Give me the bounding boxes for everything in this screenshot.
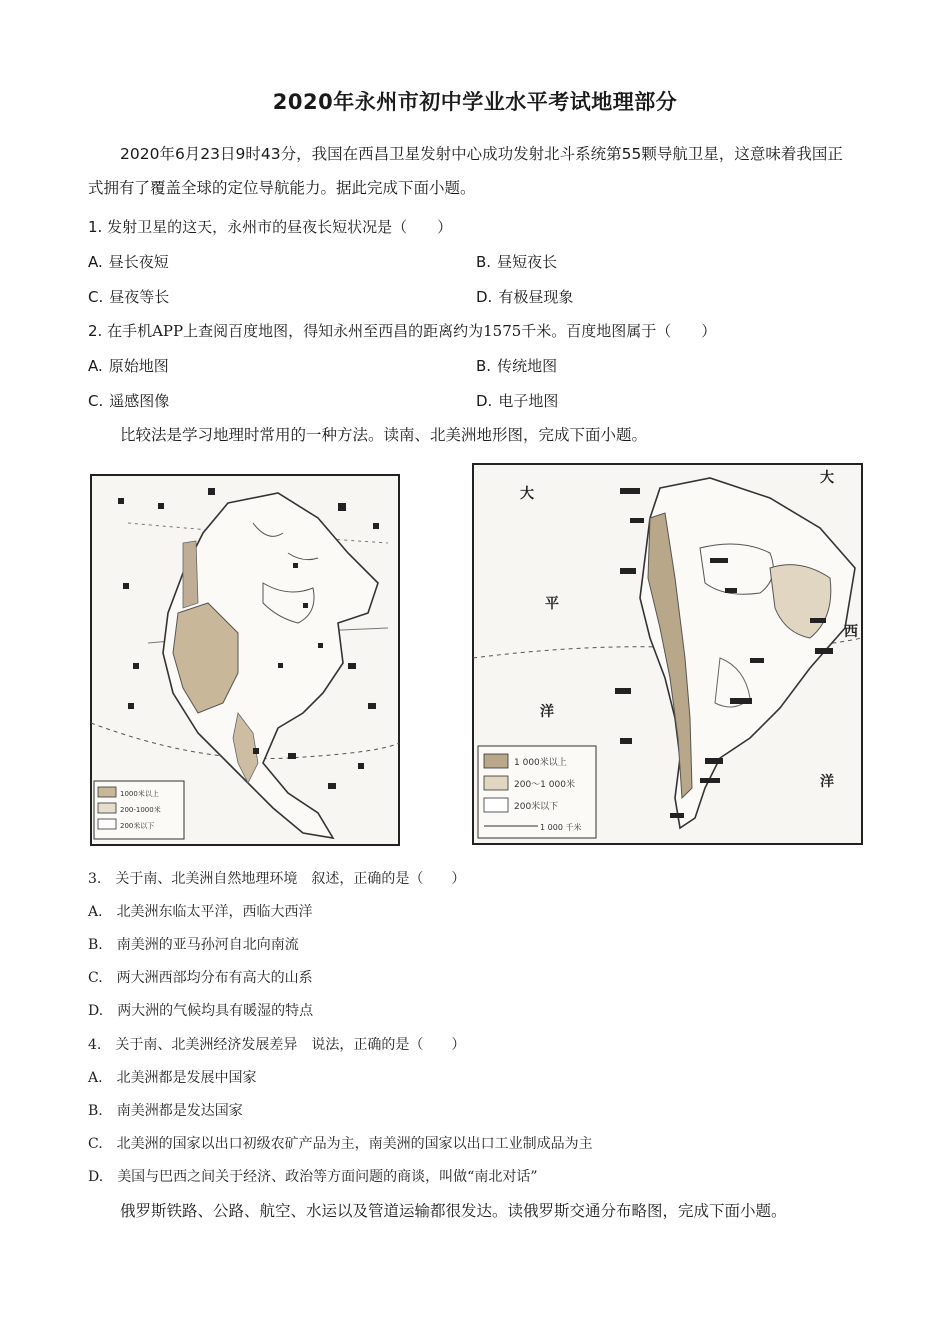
option-text: 南美洲都是发达国家 bbox=[116, 1103, 243, 1119]
q3-option-b[interactable] bbox=[88, 934, 878, 954]
map-label-da: 大 bbox=[820, 470, 834, 486]
question-text: 在手机APP上查阅百度地图，得知永州至西昌的距离约为1575千米。百度地图属于（ ） bbox=[107, 322, 717, 340]
map-label-ping: 平 bbox=[545, 596, 559, 612]
option-letter: C. bbox=[88, 392, 104, 410]
question-4 bbox=[88, 1034, 878, 1054]
q2-option-b[interactable] bbox=[476, 355, 557, 376]
option-text: 北美洲的国家以出口初级农矿产品为主，南美洲的国家以出口工业制成品为主 bbox=[116, 1136, 593, 1152]
option-text: 北美洲东临太平洋，西临大西洋 bbox=[116, 904, 313, 920]
q2-option-c[interactable] bbox=[88, 390, 169, 411]
question-number: 1. bbox=[88, 218, 103, 236]
option-text: 遥感图像 bbox=[109, 392, 170, 410]
question-number: 3. bbox=[88, 871, 102, 887]
option-text: 两大洲西部均分布有高大的山系 bbox=[116, 970, 313, 986]
q1-option-c[interactable] bbox=[88, 286, 169, 307]
page-title: 2020年永州市初中学业水平考试地理部分 bbox=[272, 90, 678, 114]
q2-option-d[interactable] bbox=[476, 390, 558, 411]
legend-label: 200米以下 bbox=[514, 802, 559, 812]
q3-option-d[interactable] bbox=[88, 1000, 878, 1020]
question-3 bbox=[88, 868, 878, 888]
option-letter: D. bbox=[476, 288, 493, 306]
legend-label: 1 000米以上 bbox=[514, 758, 567, 768]
option-text: 昼夜等长 bbox=[109, 288, 170, 306]
q4-option-a[interactable] bbox=[88, 1067, 878, 1087]
option-letter: B. bbox=[476, 253, 492, 271]
q3-option-c[interactable] bbox=[88, 967, 878, 987]
option-text: 两大洲的气候均具有暖湿的特点 bbox=[117, 1003, 314, 1019]
q4-option-d[interactable] bbox=[88, 1166, 878, 1186]
map-label-yang: 洋 bbox=[820, 774, 834, 790]
option-letter: A. bbox=[88, 904, 103, 920]
option-text: 北美洲都是发展中国家 bbox=[116, 1070, 257, 1086]
option-text: 电子地图 bbox=[498, 392, 559, 410]
question-2 bbox=[88, 320, 878, 341]
legend-label: 200～1 000米 bbox=[514, 780, 575, 790]
intro-paragraph-3: 俄罗斯铁路、公路、航空、水运以及管道运输都很发达。读俄罗斯交通分布略图，完成下面小题。 bbox=[120, 1202, 787, 1220]
option-text: 昼短夜长 bbox=[497, 253, 558, 271]
map-label-xi: 西 bbox=[844, 624, 858, 640]
question-number: 2. bbox=[88, 322, 103, 340]
option-text: 传统地图 bbox=[497, 357, 558, 375]
south-america-map bbox=[470, 458, 865, 848]
option-letter: B. bbox=[88, 1103, 103, 1119]
option-letter: B. bbox=[476, 357, 492, 375]
option-letter: D. bbox=[476, 392, 493, 410]
q1-option-d[interactable] bbox=[476, 286, 573, 307]
option-letter: A. bbox=[88, 357, 103, 375]
q1-option-a[interactable] bbox=[88, 251, 169, 272]
q1-option-b[interactable] bbox=[476, 251, 557, 272]
north-america-map bbox=[88, 463, 403, 848]
map-label-da: 大 bbox=[520, 486, 534, 502]
option-letter: A. bbox=[88, 1070, 103, 1086]
question-text: 关于南、北美洲自然地理环境 叙述，正确的是（ ） bbox=[115, 871, 466, 887]
scale-label: 1 000 千米 bbox=[540, 823, 582, 832]
q3-option-a[interactable] bbox=[88, 901, 878, 921]
option-text: 昼长夜短 bbox=[108, 253, 169, 271]
question-text: 关于南、北美洲经济发展差异 说法，正确的是（ ） bbox=[115, 1037, 466, 1053]
option-letter: B. bbox=[88, 937, 103, 953]
intro-paragraph-1: 2020年6月23日9时43分，我国在西昌卫星发射中心成功发射北斗系统第55颗导航卫星，这意味着我国正式拥有了覆盖全球的定位导航能力。据此完成下面小题。 bbox=[88, 145, 843, 197]
option-letter: A. bbox=[88, 253, 103, 271]
legend-label: 200-1000米 bbox=[120, 806, 161, 814]
option-text: 有极昼现象 bbox=[498, 288, 574, 306]
option-letter: D. bbox=[88, 1169, 104, 1185]
legend-label: 1000米以上 bbox=[120, 790, 159, 798]
q4-option-c[interactable] bbox=[88, 1133, 878, 1153]
option-text: 南美洲的亚马孙河自北向南流 bbox=[116, 937, 299, 953]
q2-option-a[interactable] bbox=[88, 355, 169, 376]
map-label-yang: 洋 bbox=[540, 704, 554, 720]
q4-option-b[interactable] bbox=[88, 1100, 878, 1120]
option-letter: C. bbox=[88, 1136, 103, 1152]
option-text: 原始地图 bbox=[108, 357, 169, 375]
option-letter: D. bbox=[88, 1003, 104, 1019]
south-america-legend bbox=[478, 746, 596, 838]
intro-paragraph-2: 比较法是学习地理时常用的一种方法。读南、北美洲地形图，完成下面小题。 bbox=[120, 426, 648, 444]
north-america-legend bbox=[94, 781, 184, 839]
question-text: 发射卫星的这天，永州市的昼夜长短状况是（ ） bbox=[107, 218, 453, 236]
legend-label: 200米以下 bbox=[120, 822, 155, 830]
option-text: 美国与巴西之间关于经济、政治等方面问题的商谈，叫做“南北对话” bbox=[117, 1169, 538, 1185]
question-number: 4. bbox=[88, 1037, 102, 1053]
option-letter: C. bbox=[88, 970, 103, 986]
option-letter: C. bbox=[88, 288, 104, 306]
question-1 bbox=[88, 216, 878, 237]
